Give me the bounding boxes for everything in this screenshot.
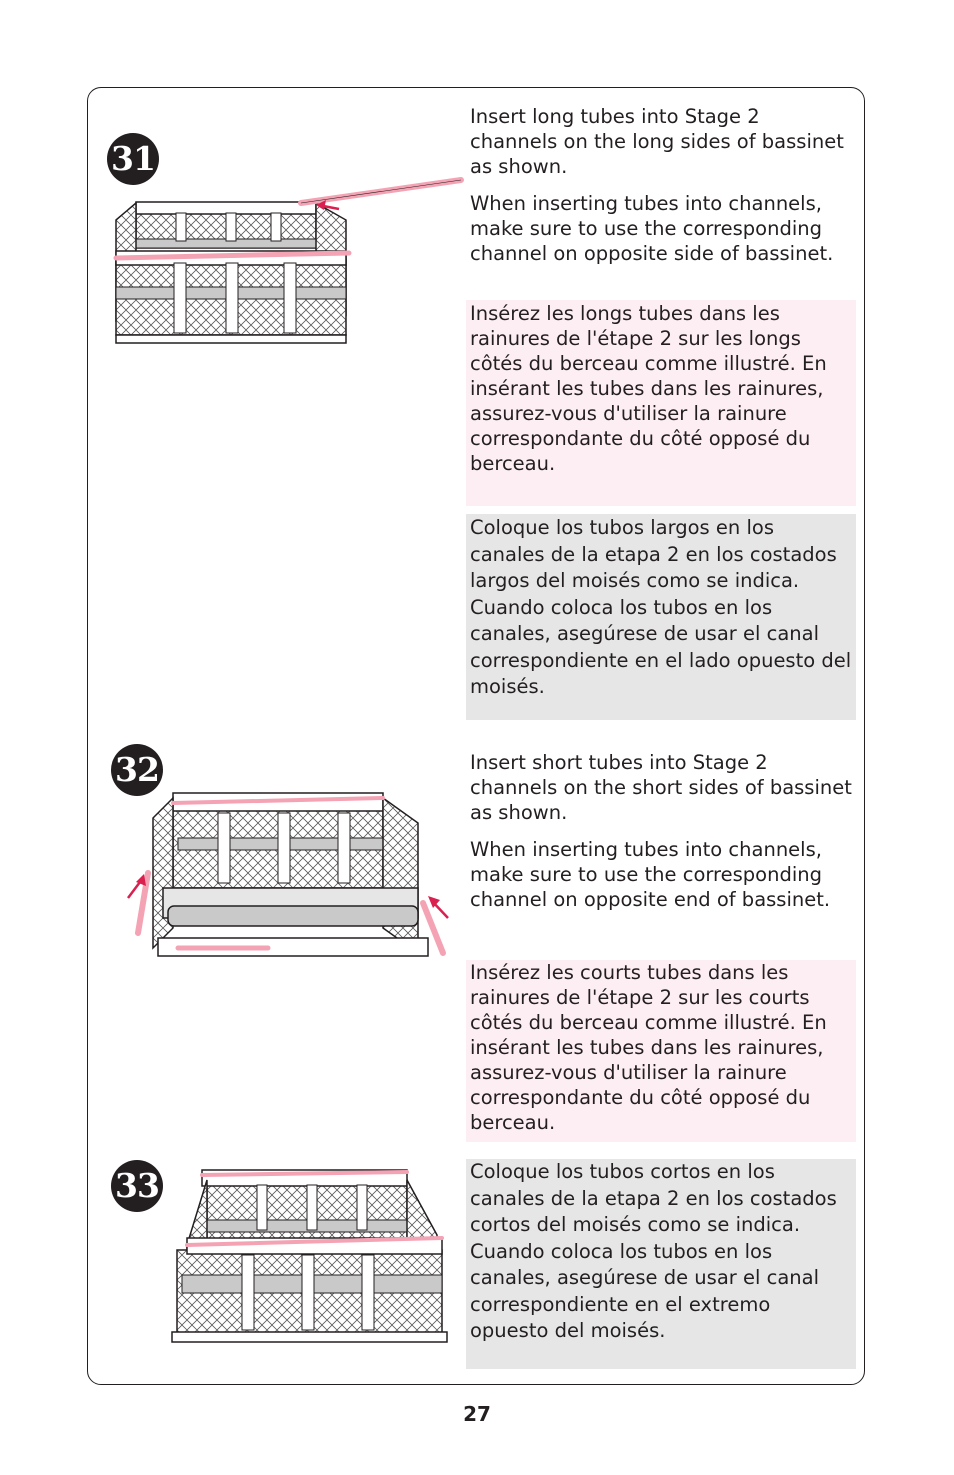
- step-32-french: [466, 960, 856, 1142]
- step-32-badge: 32: [111, 744, 163, 796]
- step-31-instruction: Insert long tubes into Stage 2 channels on the long sides of bassinet as shown.: [470, 105, 844, 178]
- step-32-note: When inserting tubes into channels, make sure to use the corresponding channel on opposite end of bassinet.: [470, 838, 831, 911]
- step-32-french-text: Insérez les courts tubes dans les rainures de l'étape 2 sur les courts côtés du berceau comme illustré. En insérant les tubes dans les rainures, assurez-vous d'utiliser la rainure correspondante du côté opposé du berceau.: [470, 961, 827, 1134]
- step-31-french-text: Insérez les longs tubes dans les rainures de l'étape 2 sur les longs côtés du berceau comme illustré. En insérant les tubes dans les rainures, assurez-vous d'utiliser la rainure correspondante du côté opposé du berceau.: [470, 302, 827, 475]
- step-33-spanish-text: Coloque los tubos cortos en los canales de la etapa 2 en los costados cortos del moisés como se indica. Cuando coloca los tubos en los canales, asegúrese de usar el canal correspondiente en el extremo opuesto del moisés.: [470, 1160, 837, 1342]
- bassinet-completed-illustration: [162, 1160, 452, 1348]
- step-31-english: [466, 104, 856, 266]
- step-31-french: [466, 300, 856, 506]
- page-number: 27: [463, 1402, 491, 1426]
- bassinet-short-tubes-illustration: [118, 778, 463, 973]
- step-31-note: When inserting tubes into channels, make sure to use the corresponding channel on opposite side of bassinet.: [470, 192, 834, 265]
- step-33-spanish: [466, 1159, 856, 1369]
- step-31-spanish-text: Coloque los tubos largos en los canales de la etapa 2 en los costados largos del moisés como se indica. Cuando coloca los tubos en los canales, asegúrese de usar el canal correspondiente en el lado opuesto del moisés.: [470, 516, 852, 698]
- step-31-spanish: [466, 514, 856, 720]
- step-33-badge: 33: [111, 1160, 163, 1212]
- step-32-instruction: Insert short tubes into Stage 2 channels on the short sides of bassinet as shown.: [470, 751, 852, 824]
- step-31-badge: 31: [107, 133, 159, 185]
- step-32-english: [466, 750, 856, 912]
- bassinet-long-tubes-illustration: [106, 175, 466, 350]
